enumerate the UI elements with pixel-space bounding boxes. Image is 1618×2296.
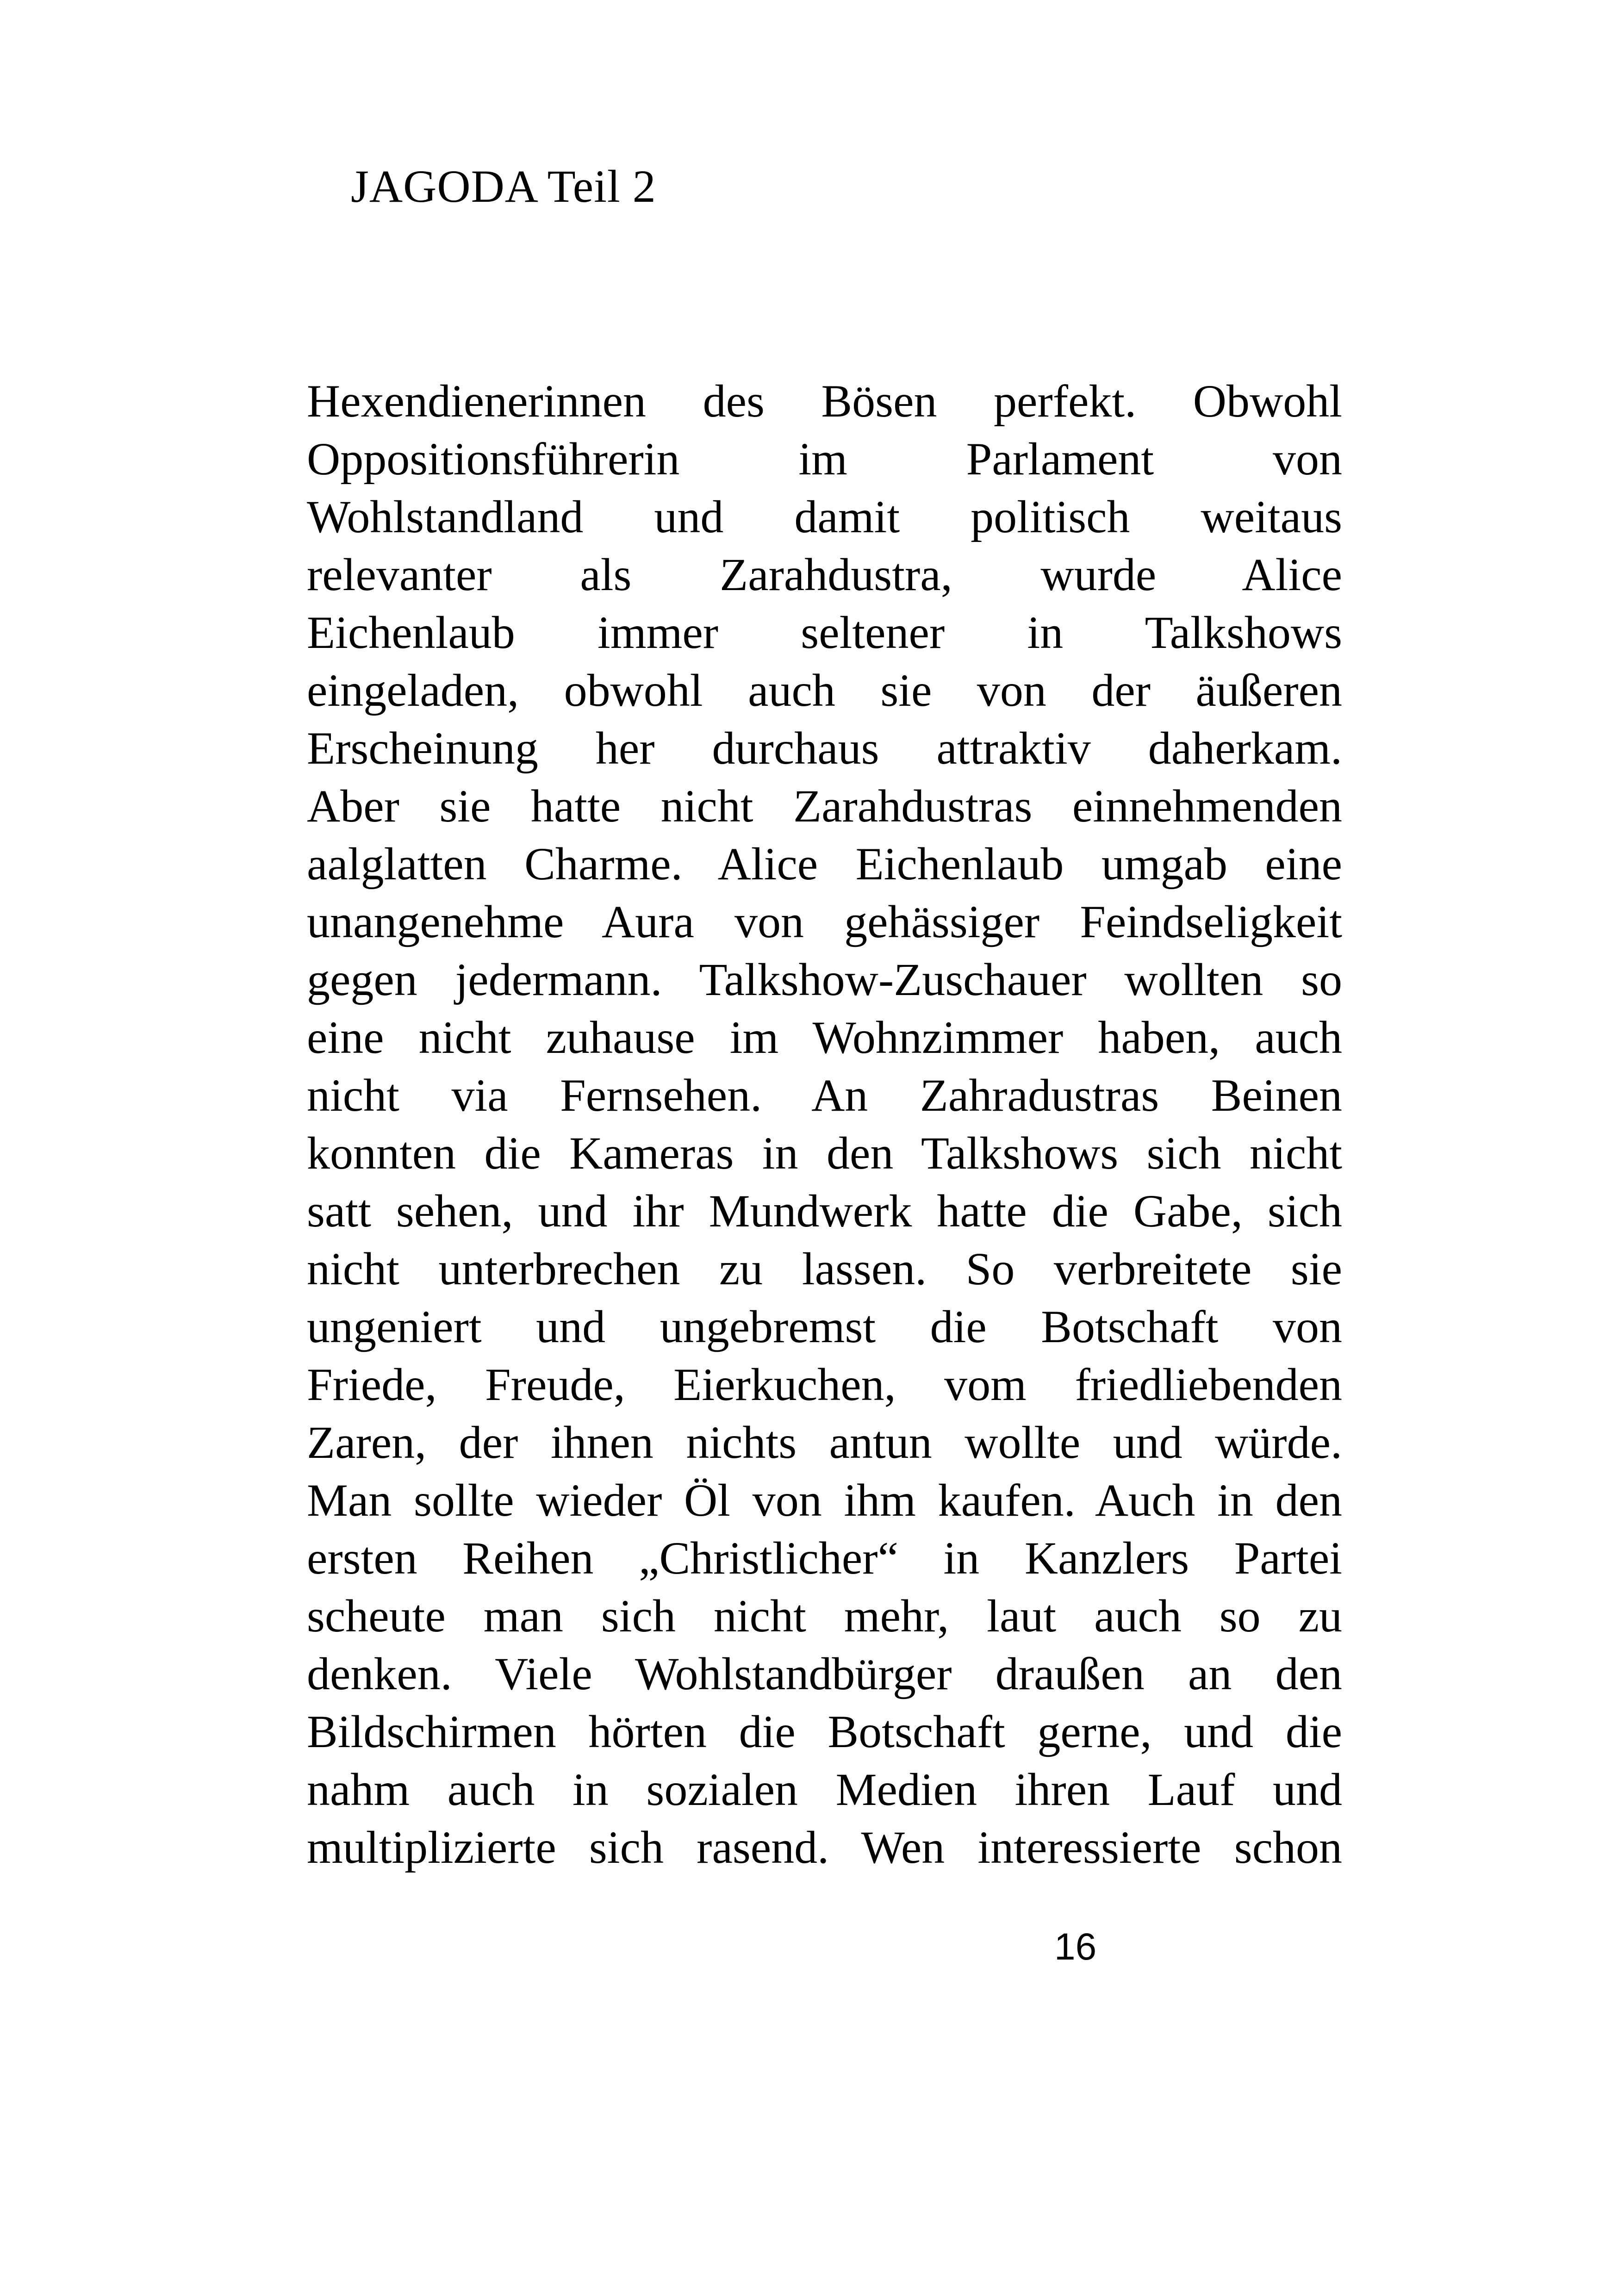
text-line: relevanter als Zarahdustra, wurde Alice <box>307 549 1342 600</box>
text-line: Wohlstandland und damit politisch weitaus <box>307 491 1342 542</box>
text-line: Friede, Freude, Eierkuchen, vom friedliebenden <box>307 1359 1342 1410</box>
running-head <box>351 163 656 210</box>
text-line: Erscheinung her durchaus attraktiv daherkam. <box>307 722 1342 774</box>
text-line: ungeniert und ungebremst die Botschaft von <box>307 1301 1342 1352</box>
running-head-title: JAGODA Teil 2 <box>351 161 656 212</box>
text-line: eingeladen, obwohl auch sie von der äußeren <box>307 665 1342 716</box>
body-text-block <box>307 372 1342 1876</box>
text-line: denken. Viele Wohlstandbürger draußen an den <box>307 1648 1342 1699</box>
text-line: Eichenlaub immer seltener in Talkshows <box>307 607 1342 658</box>
text-line: Oppositionsführerin im Parlament von <box>307 433 1342 485</box>
text-line: satt sehen, und ihr Mundwerk hatte die Gabe, sich <box>307 1185 1342 1237</box>
page-number <box>1054 1928 1096 1966</box>
text-line: aalglatten Charme. Alice Eichenlaub umgab eine <box>307 838 1342 890</box>
text-line: Man sollte wieder Öl von ihm kaufen. Auch in den <box>307 1475 1342 1526</box>
text-line: eine nicht zuhause im Wohnzimmer haben, auch <box>307 1012 1342 1063</box>
text-line: Aber sie hatte nicht Zarahdustras einnehmenden <box>307 780 1342 832</box>
text-line: nicht unterbrechen zu lassen. So verbreitete sie <box>307 1243 1342 1294</box>
text-line: ersten Reihen „Christlicher“ in Kanzlers Partei <box>307 1532 1342 1584</box>
text-line: Hexendienerinnen des Bösen perfekt. Obwohl <box>307 375 1342 427</box>
text-line: Bildschirmen hörten die Botschaft gerne, und die <box>307 1706 1342 1757</box>
text-line: nicht via Fernsehen. An Zahradustras Beinen <box>307 1070 1342 1121</box>
text-line: unangenehme Aura von gehässiger Feindseligkeit <box>307 896 1342 947</box>
text-line: multiplizierte sich rasend. Wen interessierte schon <box>307 1822 1342 1873</box>
text-line: scheute man sich nicht mehr, laut auch so zu <box>307 1590 1342 1642</box>
text-line: Zaren, der ihnen nichts antun wollte und würde. <box>307 1417 1342 1468</box>
text-line: konnten die Kameras in den Talkshows sich nicht <box>307 1127 1342 1179</box>
text-line: gegen jedermann. Talkshow-Zuschauer wollten so <box>307 954 1342 1005</box>
text-line: nahm auch in sozialen Medien ihren Lauf und <box>307 1764 1342 1815</box>
page-number-value: 16 <box>1054 1926 1097 1968</box>
